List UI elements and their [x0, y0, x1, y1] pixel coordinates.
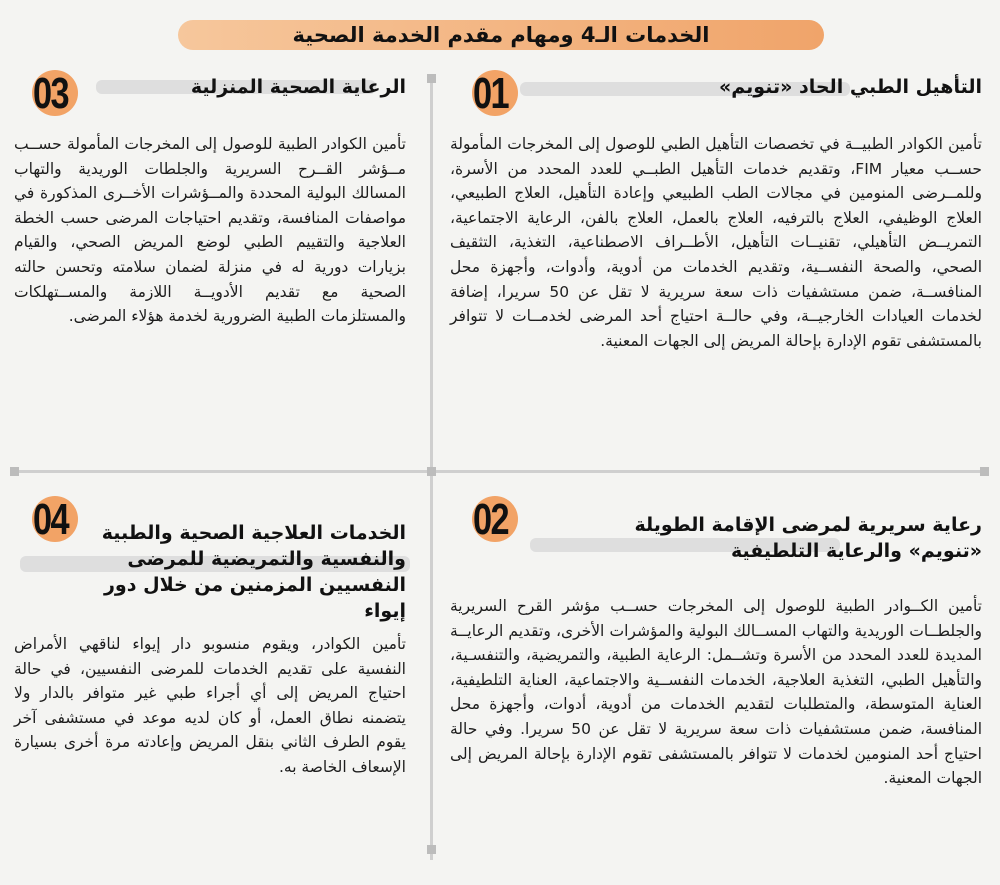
section-body: تأمين الكــوادر الطبية للوصول إلى المخرجات حســب مؤشر القرح السريرية والجلطــات الوريدية والتهاب المســالك البولية والمؤشرات الأخرى، وتقديم الرعايــة المديدة للعدد المحدد من الأسرة وتشــمل: الرعاية الطبية، والتمريضية، والتنفسـية، والتأهيل الطبي، التغذية العلاجية، الخدمات النفســية والاجتماعية، العناية التلطيفية، العناية المتوسطة، والمتطلبات لتقديم الخدمات من أدوية، أدوات، وأجهزة محل المنافسة، ضمن مستشفيات ذات سعة سريرية لا تقل عن 50 سريرا. وفي حالة احتياج أحد المنومين لخدمات لا تتوافر بالمستشفى تقوم الإدارة بإحالة المريض إلى الجهات المعنية. [450, 597, 982, 788]
divider-marker [427, 845, 436, 854]
page-title-bar [178, 20, 824, 50]
section-number: 01 [473, 69, 509, 118]
section-number-badge [454, 70, 518, 118]
section-body: تأمين الكوادر الطبيــة في تخصصات التأهيل الطبي للوصول إلى المخرجات المأمولة حســب معيار FIM، وتقديم خدمات التأهيل الطبــي للعدد المحدد من الأسرة، وللمــرضى المنومين في مجالات الطب الطبيعي وإعادة التأهيل، العلاج الطبيعي، العلاج الوظيفي، العلاج بالترفيه، العلاج بالعمل، العلاج بالفن، الرعاية الاجتماعية، التمريــض التأهيلي، تقنيــات التأهيل، الأطــراف الاصطناعية، التغذية، التثقيف الصحي، والصحة النفســية، وتقديم الخدمات من أدوية، وأدوات، وأجهزة محل المنافســة، ضمن مستشفيات ذات سعة سريرية لا تقل عن 50 سريرا، إضافة لخدمات العيادات الخارجيــة، وفي حالــة احتياج أحد المرضى لخدمــات لا تتوافر بالمستشفى تقوم الإدارة بإحالة المريض إلى الجهات المعنية. [450, 135, 983, 350]
section-02 [440, 490, 986, 870]
section-01 [440, 70, 986, 465]
divider-marker [427, 74, 436, 83]
section-number-badge [14, 70, 78, 118]
section-04 [10, 490, 420, 870]
section-body: تأمين الكوادر، ويقوم منسوبو دار إيواء لناقهي الأمراض النفسية على تقديم الخدمات للمرضى النفسيين، في حالة احتياج المريض إلى أي أجراء طبي غير متوافر بالدار ولا يتضمنه نطاق العمل، أو كان لديه موعد في مستشفى آخر يقوم الطرف الثاني بنقل المريض وإعادته مرة أخرى بسيارة الإسعاف الخاصة به. [14, 635, 406, 776]
section-03 [10, 70, 420, 465]
section-number: 03 [33, 69, 69, 118]
section-number-badge [14, 496, 78, 544]
page-title: الخدمات الـ4 ومهام مقدم الخدمة الصحية [292, 23, 710, 47]
section-heading: التأهيل الطبي الحاد «تنويم» [718, 76, 982, 98]
divider-marker [427, 467, 436, 476]
section-number: 02 [473, 495, 509, 544]
divider-marker [10, 467, 19, 476]
section-number-badge [454, 496, 518, 544]
horizontal-divider [16, 470, 984, 473]
section-body: تأمين الكوادر الطبية للوصول إلى المخرجات المأمولة حســب مــؤشر القــرح السريرية والجلطات الوريدية والتهاب المسالك البولية المحددة والمــؤشرات الأخــرى المذكورة في مواصفات المنافسة، وتقديم احتياجات المرضى حسب الخطة العلاجية والتقييم الطبي لوضع المريض الصحي، والقيام بزيارات دورية له في منزلة لضمان سلامته وتحسن حالته الصحية مع تقديم الأدويــة اللازمة والمســتهلكات والمستلزمات الطبية الضرورية لخدمة هؤلاء المرضى. [14, 135, 406, 326]
section-number: 04 [33, 495, 69, 544]
section-heading: رعاية سريرية لمرضى الإقامة الطويلة «تنويم» والرعاية التلطيفية [634, 514, 982, 562]
divider-marker [980, 467, 989, 476]
section-heading: الرعاية الصحية المنزلية [190, 76, 406, 98]
section-heading: الخدمات العلاجية الصحية والطبية والنفسية والتمريضية للمرضى النفسيين المزمنين من خلال دور إيواء [101, 522, 406, 622]
